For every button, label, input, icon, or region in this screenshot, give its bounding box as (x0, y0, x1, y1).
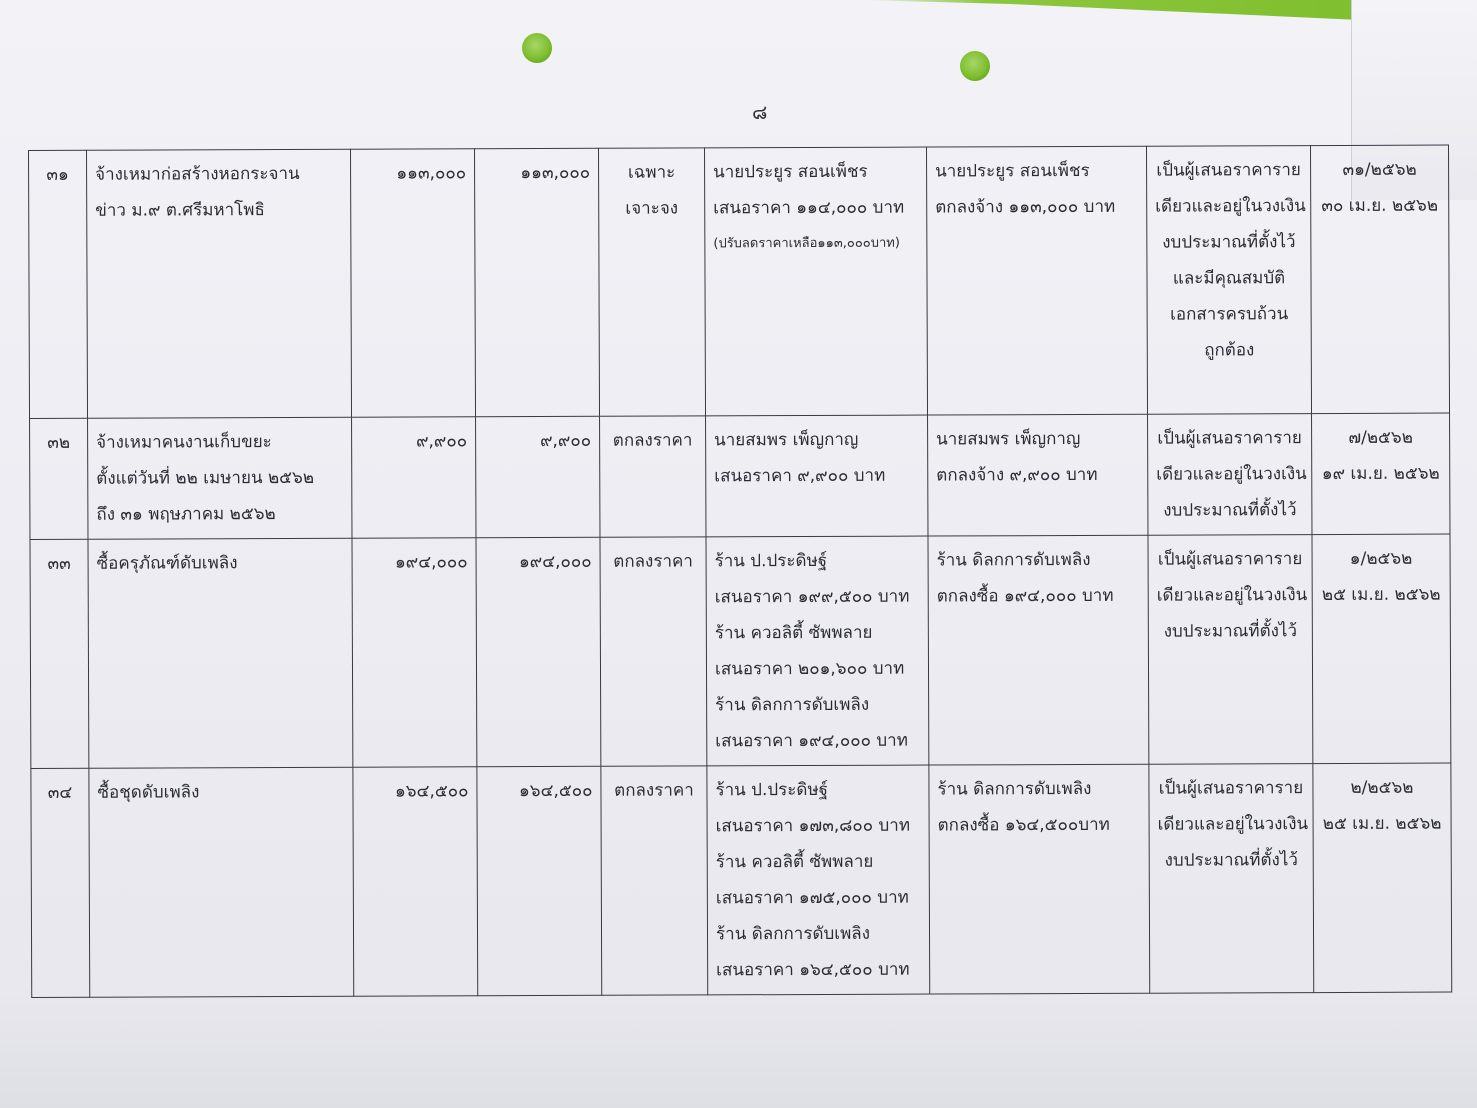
median-price (477, 766, 602, 995)
item-number-line: ๓๔ (47, 782, 73, 803)
budget-amount-line: ๑๑๓,๐๐๐ (396, 163, 467, 184)
bidders-and-prices-line: เสนอราคา ๑๗๓,๘๐๐ บาท (715, 815, 911, 837)
item-number (31, 768, 90, 997)
item-description (89, 767, 354, 997)
bidders-and-prices-line: นายประยูร สอนเพ็ชร (713, 161, 868, 183)
item-description-line: จ้างเหมาคนงานเก็บขยะ (96, 432, 272, 453)
median-price-line: ๑๙๔,๐๐๐ (518, 551, 592, 573)
item-number-line: ๓๑ (46, 164, 69, 185)
selection-reason-line: ถูกต้อง (1204, 340, 1255, 361)
contract-reference (1313, 763, 1452, 993)
selection-reason-line: เอกสารครบถ้วน (1170, 304, 1289, 325)
bidders-and-prices-line: ร้าน ดิลกการดับเพลิง (715, 923, 871, 945)
bidders-and-prices-line: ร้าน ดิลกการดับเพลิง (715, 694, 870, 716)
contract-reference-line: ๗/๒๕๖๒ (1348, 427, 1413, 448)
procurement-method-line: ตกลงราคา (613, 551, 693, 572)
bidders-and-prices-line: เสนอราคา ๑๑๔,๐๐๐ บาท (713, 197, 905, 219)
procurement-method (600, 537, 707, 766)
item-description-line: จ้างเหมาก่อสร้างหอกระจาน (95, 163, 300, 185)
item-description-line: ซื้อครุภัณฑ์ดับเพลิง (96, 553, 238, 574)
punch-hole-right (960, 51, 990, 81)
page-number: ๘ (752, 100, 768, 124)
item-number (29, 150, 88, 418)
selected-vendor-line: ร้าน ดิลกการดับเพลิง (936, 549, 1091, 571)
bidders-and-prices-line: เสนอราคา ๑๗๕,๐๐๐ บาท (715, 887, 909, 909)
selection-reason-line: เดียวและอยู่ในวงเงิน (1157, 814, 1309, 835)
selected-vendor-line: ตกลงซื้อ ๑๙๔,๐๐๐ บาท (936, 585, 1114, 607)
selection-reason-line: งบประมาณที่ตั้งไว้ (1163, 621, 1298, 642)
selected-vendor-line: นายสมพร เพ็ญกาญ (936, 428, 1081, 450)
contract-reference (1312, 413, 1450, 535)
median-price (476, 416, 600, 537)
selection-reason (1148, 414, 1312, 536)
selection-reason-line: และมีคุณสมบัติ (1172, 268, 1286, 289)
contract-reference-line: ๓๑/๒๕๖๒ (1342, 159, 1417, 180)
item-description (88, 417, 352, 539)
budget-amount (350, 149, 475, 417)
price-adjust-note: (ปรับลดราคาเหลือ๑๑๓,๐๐๐บาท) (713, 235, 900, 252)
selection-reason-line: งบประมาณที่ตั้งไว้ (1164, 850, 1298, 871)
selection-reason-line: เป็นผู้เสนอราคาราย (1158, 778, 1304, 799)
table-row (31, 763, 1452, 997)
budget-amount-line: ๑๙๔,๐๐๐ (394, 552, 468, 573)
item-description-line: ข่าว ม.๙ ต.ศรีมหาโพธิ (95, 200, 265, 221)
procurement-method (601, 766, 708, 995)
bidders-and-prices (704, 147, 927, 416)
bidders-and-prices-line: ร้าน ควอลิตี้ ซัพพลาย (714, 622, 873, 644)
contract-reference (1312, 534, 1451, 764)
bidders-and-prices-line: เสนอราคา ๑๙๙,๕๐๐ บาท (714, 586, 910, 608)
procurement-method (598, 148, 705, 416)
budget-amount (352, 538, 477, 767)
contract-reference-line: ๒/๒๕๖๒ (1350, 777, 1414, 798)
contract-reference-line: ๓๐ เม.ย. ๒๕๖๒ (1321, 195, 1439, 217)
selection-reason (1148, 535, 1313, 765)
selected-vendor (928, 414, 1148, 536)
item-description (88, 538, 353, 768)
contract-reference-line: ๑/๒๕๖๒ (1349, 548, 1413, 569)
median-price-line: ๑๑๓,๐๐๐ (520, 162, 591, 184)
paper-shadow (0, 990, 1477, 1108)
selected-vendor (928, 535, 1149, 765)
selection-reason (1149, 764, 1314, 994)
table-row (30, 413, 1450, 539)
bidders-and-prices-line: ร้าน ป.ประดิษฐ์ (715, 779, 829, 801)
median-price (476, 537, 601, 766)
contract-reference (1310, 145, 1449, 414)
budget-amount (353, 767, 478, 996)
median-price (474, 148, 599, 416)
bidders-and-prices-line: เสนอราคา ๑๖๔,๕๐๐ บาท (716, 959, 910, 981)
procurement-method-line: ตกลงราคา (614, 780, 694, 801)
item-number-line: ๓๓ (47, 553, 71, 574)
table-row (30, 534, 1451, 768)
selected-vendor-line: นายประยูร สอนเพ็ชร (935, 160, 1090, 182)
selected-vendor-line: ร้าน ดิลกการดับเพลิง (937, 778, 1092, 800)
selection-reason-line: เดียวและอยู่ในวงเงิน (1156, 464, 1307, 485)
selection-reason-line: เดียวและอยู่ในวงเงิน (1155, 196, 1306, 217)
item-description-line: ตั้งแต่วันที่ ๒๒ เมษายน ๒๕๖๒ (96, 467, 315, 489)
contract-reference-line: ๒๕ เม.ย. ๒๕๖๒ (1322, 813, 1442, 835)
selection-reason-line: เป็นผู้เสนอราคาราย (1156, 160, 1301, 181)
median-price-line: ๑๖๔,๕๐๐ (518, 780, 593, 802)
punch-hole-left (522, 33, 552, 63)
selection-reason-line: งบประมาณที่ตั้งไว้ (1162, 232, 1296, 253)
item-description (87, 149, 352, 418)
bidders-and-prices-line: ร้าน ควอลิตี้ ซัพพลาย (715, 851, 874, 873)
median-price-line: ๙,๙๐๐ (540, 430, 592, 452)
budget-amount (352, 417, 476, 538)
bidders-and-prices (706, 415, 928, 537)
bidders-and-prices-line: นายสมพร เพ็ญกาญ (714, 429, 859, 451)
contract-reference-line: ๒๕ เม.ย. ๒๕๖๒ (1321, 584, 1441, 606)
procurement-method-line: ตกลงราคา (612, 430, 693, 451)
bidders-and-prices-line: เสนอราคา ๙,๙๐๐ บาท (714, 465, 886, 487)
selection-reason-line: เป็นผู้เสนอราคาราย (1157, 428, 1302, 449)
selection-reason-line: งบประมาณที่ตั้งไว้ (1163, 500, 1297, 521)
bidders-and-prices (706, 536, 929, 766)
selection-reason-line: เป็นผู้เสนอราคาราย (1157, 549, 1303, 570)
selected-vendor (929, 764, 1150, 994)
budget-amount-line: ๙,๙๐๐ (416, 431, 468, 452)
item-description-line: ซื้อชุดดับเพลิง (97, 782, 200, 803)
item-description-line: ถึง ๓๑ พฤษภาคม ๒๕๖๒ (96, 504, 276, 525)
selected-vendor-line: ตกลงซื้อ ๑๖๔,๕๐๐บาท (937, 814, 1110, 836)
selection-reason-line: เดียวและอยู่ในวงเงิน (1156, 585, 1308, 606)
procurement-method-line: เฉพาะ (627, 162, 676, 183)
bidders-and-prices (707, 765, 930, 995)
table-row (29, 145, 1450, 418)
item-number-line: ๓๒ (47, 432, 71, 453)
selected-vendor (926, 146, 1147, 415)
bidders-and-prices-line: เสนอราคา ๑๙๔,๐๐๐ บาท (715, 730, 908, 752)
selection-reason (1146, 146, 1311, 415)
procurement-method (600, 416, 706, 537)
selected-vendor-line: ตกลงจ้าง ๑๑๓,๐๐๐ บาท (935, 196, 1116, 218)
bidders-and-prices-line: เสนอราคา ๒๐๑,๖๐๐ บาท (714, 658, 905, 680)
contract-reference-line: ๑๙ เม.ย. ๒๕๖๒ (1321, 463, 1440, 485)
item-number (30, 418, 88, 539)
budget-amount-line: ๑๖๔,๕๐๐ (394, 781, 469, 802)
selected-vendor-line: ตกลงจ้าง ๙,๙๐๐ บาท (936, 464, 1098, 486)
procurement-table (28, 145, 1452, 998)
procurement-method-line: เจาะจง (625, 198, 679, 219)
bidders-and-prices-line: ร้าน ป.ประดิษฐ์ (714, 550, 828, 572)
item-number (30, 539, 89, 768)
